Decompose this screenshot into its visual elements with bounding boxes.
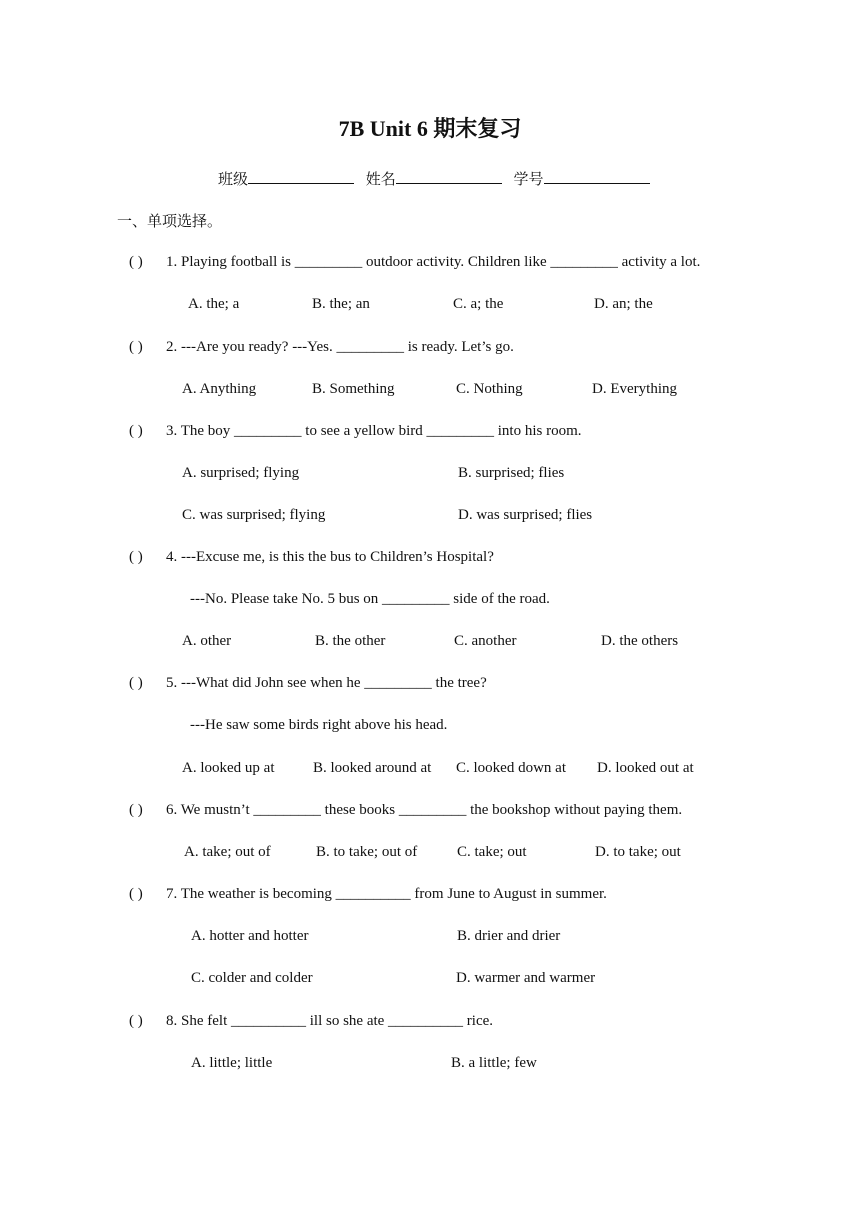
- option-a: A. looked up at: [182, 760, 275, 776]
- option-a: A. surprised; flying: [182, 465, 300, 481]
- option-a: A. other: [182, 633, 232, 649]
- class-label: 班级: [218, 172, 249, 188]
- option-d: D. to take; out: [595, 844, 681, 860]
- question-8: [129, 1013, 493, 1030]
- student-info-line: [218, 168, 658, 189]
- option-b: B. the other: [315, 633, 386, 649]
- option-c: C. Nothing: [456, 381, 523, 397]
- option-d: D. Everything: [592, 381, 677, 397]
- option-c: C. take; out: [457, 844, 527, 860]
- question-2: [129, 339, 514, 356]
- question-text: 7. The weather is becoming __________ from June to August in summer.: [166, 886, 607, 902]
- question-3: [129, 423, 582, 440]
- question-text: 8. She felt __________ ill so she ate __________ rice.: [166, 1013, 494, 1029]
- name-blank[interactable]: [396, 169, 502, 184]
- option-d: D. looked out at: [597, 760, 694, 776]
- option-a: A. hotter and hotter: [191, 928, 309, 944]
- class-blank[interactable]: [248, 169, 354, 184]
- option-a: A. little; little: [191, 1055, 273, 1071]
- option-a: A. the; a: [188, 296, 240, 312]
- section-title: 一、单项选择。: [117, 214, 223, 230]
- answer-bracket[interactable]: ( ): [129, 802, 143, 818]
- answer-bracket[interactable]: ( ): [129, 339, 143, 355]
- option-b: B. Something: [312, 381, 395, 397]
- option-b: B. surprised; flies: [458, 465, 565, 481]
- option-b: B. a little; few: [451, 1055, 537, 1071]
- number-label: 学号: [513, 172, 544, 188]
- option-d: D. was surprised; flies: [458, 507, 593, 523]
- option-d: D. the others: [601, 633, 679, 649]
- answer-bracket[interactable]: ( ): [129, 423, 143, 439]
- question-text: 6. We mustn’t _________ these books _________ the bookshop without paying them.: [166, 802, 683, 818]
- option-c: C. a; the: [453, 296, 504, 312]
- question-subline: ---No. Please take No. 5 bus on _________ side of the road.: [190, 591, 550, 607]
- option-c: C. was surprised; flying: [182, 507, 326, 523]
- option-b: B. looked around at: [313, 760, 432, 776]
- option-a: A. Anything: [182, 381, 257, 397]
- question-7: [129, 886, 607, 903]
- option-b: B. to take; out of: [316, 844, 418, 860]
- option-b: B. drier and drier: [457, 928, 561, 944]
- answer-bracket[interactable]: ( ): [129, 675, 143, 691]
- option-c: C. colder and colder: [191, 970, 313, 986]
- answer-bracket[interactable]: ( ): [129, 1013, 143, 1029]
- name-label: 姓名: [365, 172, 396, 188]
- number-blank[interactable]: [544, 169, 650, 184]
- question-4: [129, 549, 494, 566]
- option-b: B. the; an: [312, 296, 370, 312]
- answer-bracket[interactable]: ( ): [129, 254, 143, 270]
- option-d: D. warmer and warmer: [456, 970, 596, 986]
- question-text: 4. ---Excuse me, is this the bus to Children’s Hospital?: [166, 549, 494, 565]
- option-c: C. looked down at: [456, 760, 566, 776]
- option-a: A. take; out of: [184, 844, 271, 860]
- page-title: 7B Unit 6 期末复习: [338, 116, 522, 141]
- question-1: [129, 254, 700, 271]
- question-text: 2. ---Are you ready? ---Yes. _________ is ready. Let’s go.: [166, 339, 514, 355]
- answer-bracket[interactable]: ( ): [129, 549, 143, 565]
- question-6: [129, 802, 682, 819]
- option-c: C. another: [454, 633, 517, 649]
- question-5: [129, 675, 487, 692]
- option-d: D. an; the: [594, 296, 653, 312]
- question-text: 1. Playing football is _________ outdoor activity. Children like _________ activity a lot.: [166, 254, 701, 270]
- question-text: 5. ---What did John see when he _________ the tree?: [166, 675, 487, 691]
- question-subline: ---He saw some birds right above his head.: [190, 717, 448, 733]
- answer-bracket[interactable]: ( ): [129, 886, 143, 902]
- question-text: 3. The boy _________ to see a yellow bird _________ into his room.: [166, 423, 582, 439]
